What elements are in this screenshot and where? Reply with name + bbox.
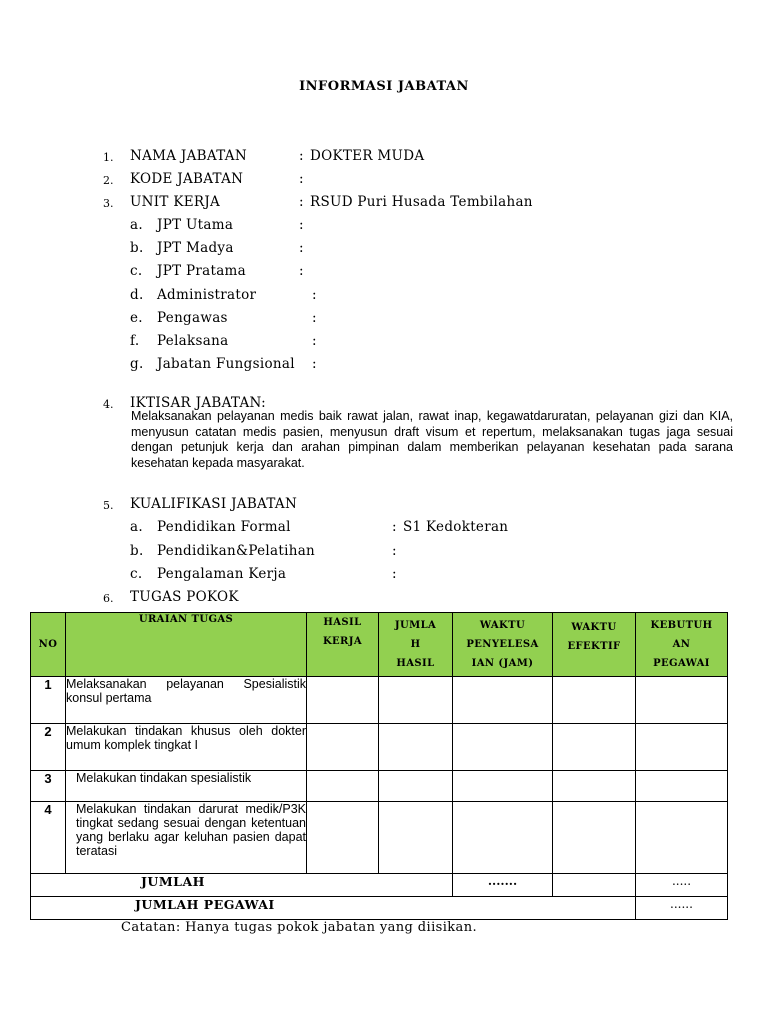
header-waktu-efektif (553, 613, 636, 677)
cell-jumlah-hasil (379, 724, 453, 771)
header-jumlah-hasil (379, 613, 453, 677)
sub-letter: a. (130, 217, 143, 233)
header-line: IAN (JAM) (471, 658, 534, 669)
item-colon: : (299, 148, 304, 164)
table-row (31, 677, 728, 724)
header-line: HASIL (323, 617, 362, 628)
jumlah-row (31, 874, 728, 897)
jumlah-pegawai-label: JUMLAH PEGAWAI (31, 897, 636, 920)
item-number: 2. (103, 174, 114, 187)
item-number: 4. (103, 398, 114, 411)
row-number: 4 (31, 802, 66, 874)
sub-letter: b. (130, 543, 144, 559)
table-row (31, 771, 728, 802)
sub-label-jpt-madya: JPT Madya (157, 240, 234, 256)
cell-waktu-efektif (553, 802, 636, 874)
item-number: 5. (103, 499, 114, 512)
jumlah-waktu-dots: ....... (453, 874, 553, 897)
page-title: INFORMASI JABATAN (299, 79, 469, 94)
sub-colon: : (312, 310, 317, 326)
cell-waktu-penyelesaian (453, 724, 553, 771)
item-colon: : (299, 171, 304, 187)
cell-jumlah-hasil (379, 771, 453, 802)
sub-letter: c. (130, 263, 143, 279)
cell-waktu-penyelesaian (453, 771, 553, 802)
item-label-unit-kerja: UNIT KERJA (130, 194, 221, 210)
row-number: 1 (31, 677, 66, 724)
catatan-note: Catatan: Hanya tugas pokok jabatan yang diisikan. (121, 920, 478, 935)
cell-jumlah-hasil (379, 677, 453, 724)
jumlah-kebutuhan-dots: ..... (636, 874, 728, 897)
header-line: WAKTU (571, 622, 617, 633)
cell-kebutuhan-pegawai (636, 771, 728, 802)
kualifikasi-pendidikan-formal-value: S1 Kedokteran (403, 519, 509, 535)
jumlah-label: JUMLAH (31, 874, 453, 897)
cell-waktu-penyelesaian (453, 677, 553, 724)
header-line: EFEKTIF (567, 641, 621, 652)
row-task: Melakukan tindakan spesialistik (66, 771, 307, 802)
sub-label-jpt-pratama: JPT Pratama (157, 263, 246, 279)
sub-label-pelaksana: Pelaksana (157, 333, 229, 349)
sub-colon: : (312, 356, 317, 372)
header-line: JUMLA (394, 620, 437, 631)
cell-waktu-efektif (553, 771, 636, 802)
cell-hasil-kerja (307, 802, 379, 874)
sub-letter: b. (130, 240, 144, 256)
sub-label-jpt-utama: JPT Utama (157, 217, 234, 233)
kualifikasi-label: KUALIFIKASI JABATAN (130, 496, 298, 512)
sub-colon: : (299, 217, 304, 233)
cell-waktu-penyelesaian (453, 802, 553, 874)
header-no: NO (31, 613, 66, 677)
header-line: AN (672, 639, 691, 650)
item-value-nama-jabatan: DOKTER MUDA (310, 148, 425, 164)
sub-colon: : (299, 263, 304, 279)
item-colon: : (299, 194, 304, 210)
sub-letter: c. (130, 566, 143, 582)
sub-colon: : (299, 240, 304, 256)
item-number: 6. (103, 592, 114, 605)
header-line: PENYELESA (466, 639, 539, 650)
tugas-pokok-label: TUGAS POKOK (130, 589, 239, 605)
header-line: HASIL (396, 658, 435, 669)
tugas-pokok-table (30, 612, 728, 920)
sub-letter: d. (130, 287, 144, 303)
cell-jumlah-hasil (379, 802, 453, 874)
cell-kebutuhan-pegawai (636, 724, 728, 771)
header-line: PEGAWAI (653, 658, 710, 669)
sub-label-jabatan-fungsional: Jabatan Fungsional (157, 356, 295, 372)
sub-colon: : (392, 543, 397, 559)
header-line: KEBUTUH (650, 620, 713, 631)
sub-colon: : (312, 287, 317, 303)
row-task: Melaksanakan pelayanan Spesialistik konsul pertama (66, 677, 307, 724)
row-number: 3 (31, 771, 66, 802)
header-kebutuhan-pegawai (636, 613, 728, 677)
sub-colon: : (392, 519, 397, 535)
row-task: Melakukan tindakan darurat medik/P3K tingkat sedang sesuai dengan ketentuan yang berlaku agar keluhan pasien dapat teratasi (66, 802, 307, 874)
header-uraian-tugas: URAIAN TUGAS (66, 613, 307, 677)
kualifikasi-pelatihan-label: Pendidikan&Pelatihan (157, 543, 316, 559)
header-line: H (410, 639, 421, 650)
sub-label-pengawas: Pengawas (157, 310, 228, 326)
row-number: 2 (31, 724, 66, 771)
row-task: Melakukan tindakan khusus oleh dokter umum komplek tingkat I (66, 724, 307, 771)
sub-label-administrator: Administrator (157, 287, 257, 303)
sub-letter: f. (130, 333, 140, 349)
sub-letter: a. (130, 519, 143, 535)
kualifikasi-pengalaman-label: Pengalaman Kerja (157, 566, 287, 582)
header-line: KERJA (322, 636, 363, 647)
cell-waktu-efektif (553, 677, 636, 724)
item-label-nama-jabatan: NAMA JABATAN (130, 148, 247, 164)
item-value-unit-kerja: RSUD Puri Husada Tembilahan (310, 194, 533, 210)
cell-kebutuhan-pegawai (636, 677, 728, 724)
item-label-kode-jabatan: KODE JABATAN (130, 171, 244, 187)
sub-letter: g. (130, 356, 144, 372)
table-row (31, 802, 728, 874)
jumlah-efektif-cell (553, 874, 636, 897)
header-waktu-penyelesaian (453, 613, 553, 677)
cell-kebutuhan-pegawai (636, 802, 728, 874)
cell-hasil-kerja (307, 677, 379, 724)
jumlah-pegawai-dots: ...... (636, 897, 728, 920)
iktisar-text: Melaksanakan pelayanan medis baik rawat jalan, rawat inap, kegawatdaruratan, pelayanan gizi dan KIA, menyusun catatan medis pasien, menyusun draft visum et repertum, melaksanakan tugas jaga sesuai dengan petunjuk kerja dan arahan pimpinan dalam memberikan pelayanan kesehatan pada sarana kesehatan kepada masyarakat. (131, 409, 733, 470)
table-row (31, 724, 728, 771)
cell-hasil-kerja (307, 724, 379, 771)
item-number: 3. (103, 197, 114, 210)
iktisar-label: IKTISAR JABATAN: (130, 395, 266, 411)
kualifikasi-pendidikan-formal-label: Pendidikan Formal (157, 519, 291, 535)
sub-letter: e. (130, 310, 143, 326)
item-number: 1. (103, 151, 114, 164)
header-line: WAKTU (479, 620, 526, 631)
sub-colon: : (392, 566, 397, 582)
cell-waktu-efektif (553, 724, 636, 771)
header-hasil-kerja (307, 613, 379, 677)
jumlah-pegawai-row (31, 897, 728, 920)
cell-hasil-kerja (307, 771, 379, 802)
sub-colon: : (312, 333, 317, 349)
